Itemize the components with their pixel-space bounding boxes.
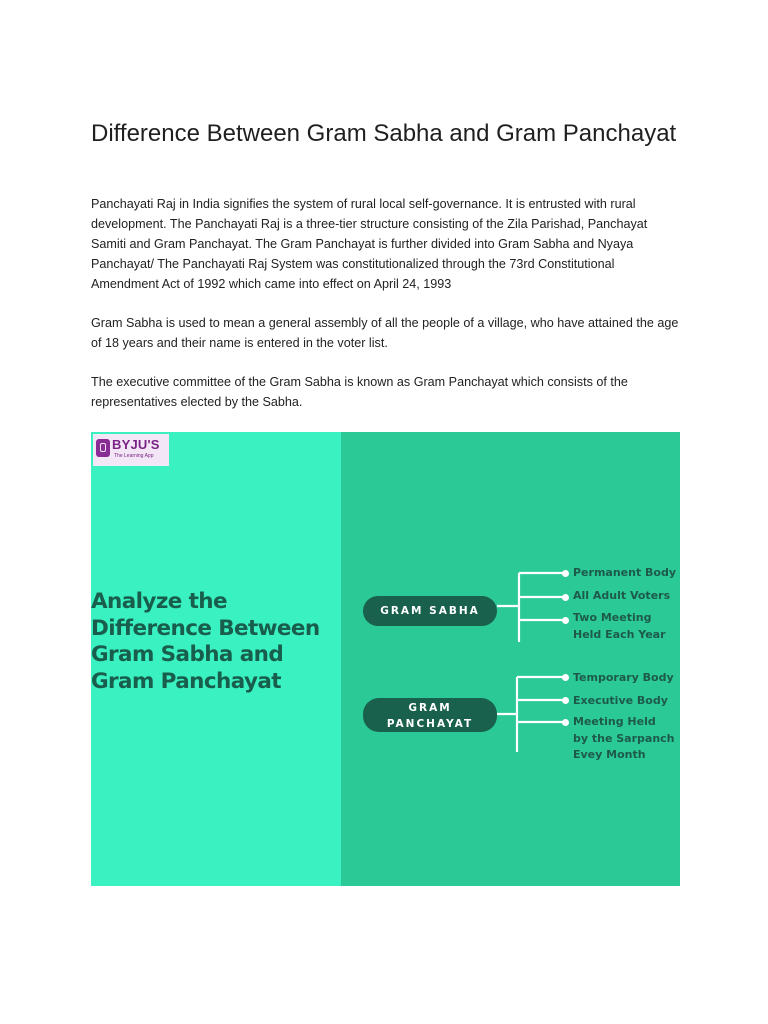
- gram-panchayat-feature: Executive Body: [573, 694, 668, 707]
- branch-dot: [562, 719, 569, 726]
- branch-connector-lines: [91, 432, 680, 886]
- comparison-infographic: [91, 432, 680, 886]
- headline-line: Analyze the: [91, 589, 227, 614]
- branch-dot: [562, 617, 569, 624]
- logo-tagline: The Learning App: [114, 453, 154, 459]
- branch-dot: [562, 570, 569, 577]
- branch-dot: [562, 674, 569, 681]
- gram-panchayat-feature: Meeting Held by the Sarpanch Evey Month: [573, 715, 675, 761]
- gram-sabha-feature: All Adult Voters: [573, 589, 671, 602]
- gram-sabha-feature: Permanent Body: [573, 566, 677, 579]
- gram-panchayat-pill-line: PANCHAYAT: [386, 718, 474, 730]
- gram-sabha-pill: GRAM SABHA: [363, 596, 497, 626]
- logo-brand-name: BYJU'S: [112, 437, 160, 452]
- paragraph-gram-sabha: Gram Sabha is used to mean a general assembly of all the people of a village, who have attained the age of 18 years and their name is entered in the voter list.: [91, 316, 679, 350]
- headline-line: Difference Between: [91, 615, 320, 641]
- gram-panchayat-feature: Temporary Body: [573, 671, 674, 684]
- gram-panchayat-pill: [363, 698, 497, 732]
- headline-line: Gram Sabha and: [91, 642, 284, 667]
- document-title: Difference Between Gram Sabha and Gram Panchayat: [91, 120, 677, 147]
- branch-dot: [562, 594, 569, 601]
- branch-dot: [562, 697, 569, 704]
- paragraph-gram-panchayat: The executive committee of the Gram Sabha is known as Gram Panchayat which consists of the representatives elected by the Sabha.: [91, 375, 628, 409]
- headline-line: Gram Panchayat: [91, 668, 281, 694]
- gram-sabha-feature: Two Meeting Held Each Year: [573, 611, 666, 641]
- paragraph-panchayati-raj: Panchayati Raj in India signifies the system of rural local self-governance. It is entrusted with rural development. The Panchayati Raj is a three-tier structure consisting of the Zila Parishad, Panchayat Samiti and Gram Panchayat. The Gram Panchayat is further divided into Gram Sabha and Nyaya Panchayat/ The Panchayati Raj System was constitutionalized through the 73rd Constitutional Amendment Act of 1992 which came into effect on April 24, 1993: [91, 197, 648, 291]
- gram-panchayat-pill-line: GRAM: [408, 702, 452, 714]
